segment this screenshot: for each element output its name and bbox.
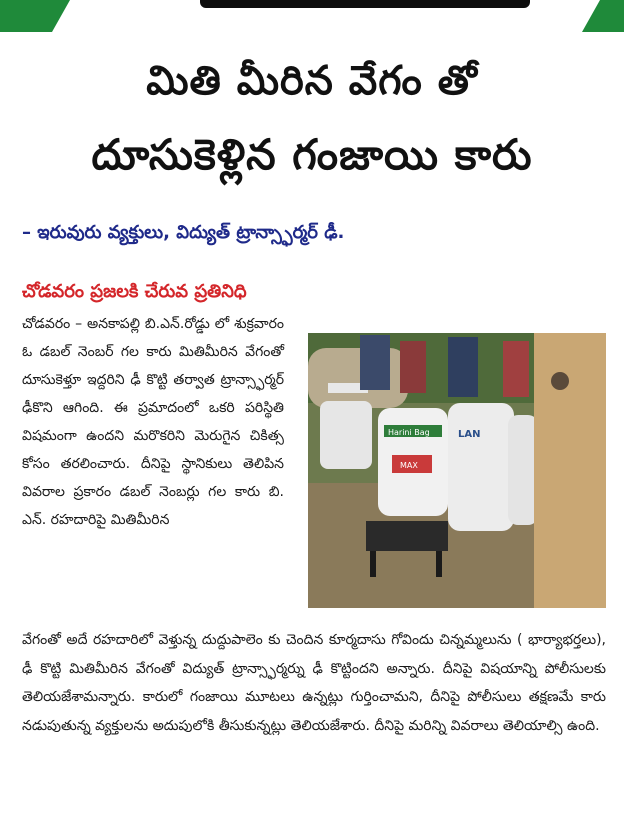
masthead-banner <box>0 0 624 32</box>
sack-3 <box>448 403 514 531</box>
officer-hand <box>551 372 569 390</box>
bystander-4 <box>503 341 529 397</box>
sack-1 <box>320 401 372 469</box>
scale-leg-right <box>436 551 442 577</box>
headline-line-1: మితి మీరిన వేగం తో <box>146 58 478 104</box>
car-body <box>308 348 408 408</box>
scale-leg-left <box>370 551 376 577</box>
banner-cropped-title <box>200 0 530 8</box>
bystander-1 <box>360 335 390 390</box>
headline-line-2: దూసుకెళ్లిన గంజాయి కారు <box>91 130 533 179</box>
accident-photo <box>308 333 606 608</box>
bag-label-harini: Harini Bag <box>388 428 430 437</box>
bystander-3 <box>448 337 478 397</box>
accident-photo-illustration <box>308 333 606 608</box>
reporter-byline: చోడవరం ప్రజలకి చేరువ ప్రతినిధి <box>22 281 247 302</box>
sub-headline: – ఇరువురు వ్యక్తులు, విద్యుత్ ట్రాన్స్ఫార్మర్ ఢీ. <box>22 222 345 243</box>
bag-label-lan: LAN <box>458 429 481 440</box>
sack-4 <box>508 415 538 525</box>
article-body-column: చోడవరం – అనకాపల్లి బి.ఎన్.రోడ్డు లో శుక్రవారం ఓ డబల్ నెంబర్ గల కారు మితిమీరిన వేగంతో దూసుకెళ్తూ ఇద్దరిని ఢీ కొట్టి తర్వాత ట్రాన్స్ఫార్మర్ ఢీకొని ఆగింది. ఈ ప్రమాదంలో ఒకరి పరిస్థితి విషమంగా ఉందని మరొకరిని మెరుగైన చికిత్స కోసం తరలించారు. దీనిపై స్థానికులు తెలిపిన వివరాల ప్రకారం డబల్ నెంబర్లు గల కారు బి. ఎన్. రహదారిపై మితిమీరిన <box>22 316 284 528</box>
weighing-scale <box>366 521 448 551</box>
article-body-full-width: వేగంతో అదే రహదారిలో వెళ్తున్న దుద్దుపాలెం కు చెందిన కూర్మదాసు గోవిందు చిన్నమ్మలును ( భార్యాభర్తలు), ఢీ కొట్టి మితిమీరిన వేగంతో విద్యుత్ ట్రాన్స్ఫార్మర్ను ఢీ కొట్టిందని అన్నారు. దీనిపై విషయాన్ని పోలీసులకు తెలియజేశామన్నారు. కారులో గంజాయి మూటలు ఉన్నట్లు గుర్తించామని, దీనిపై పోలీసులు తక్షణమే కారు నడుపుతున్న వ్యక్తులను అదుపులోకి తీసుకున్నట్లు తెలియజేశారు. దీనిపై మరిన్ని వివరాలు తెలియాల్సి ఉంది. <box>22 632 606 734</box>
police-officer <box>534 333 606 608</box>
bag-label-max: MAX <box>400 461 418 470</box>
bystander-2 <box>400 341 426 393</box>
